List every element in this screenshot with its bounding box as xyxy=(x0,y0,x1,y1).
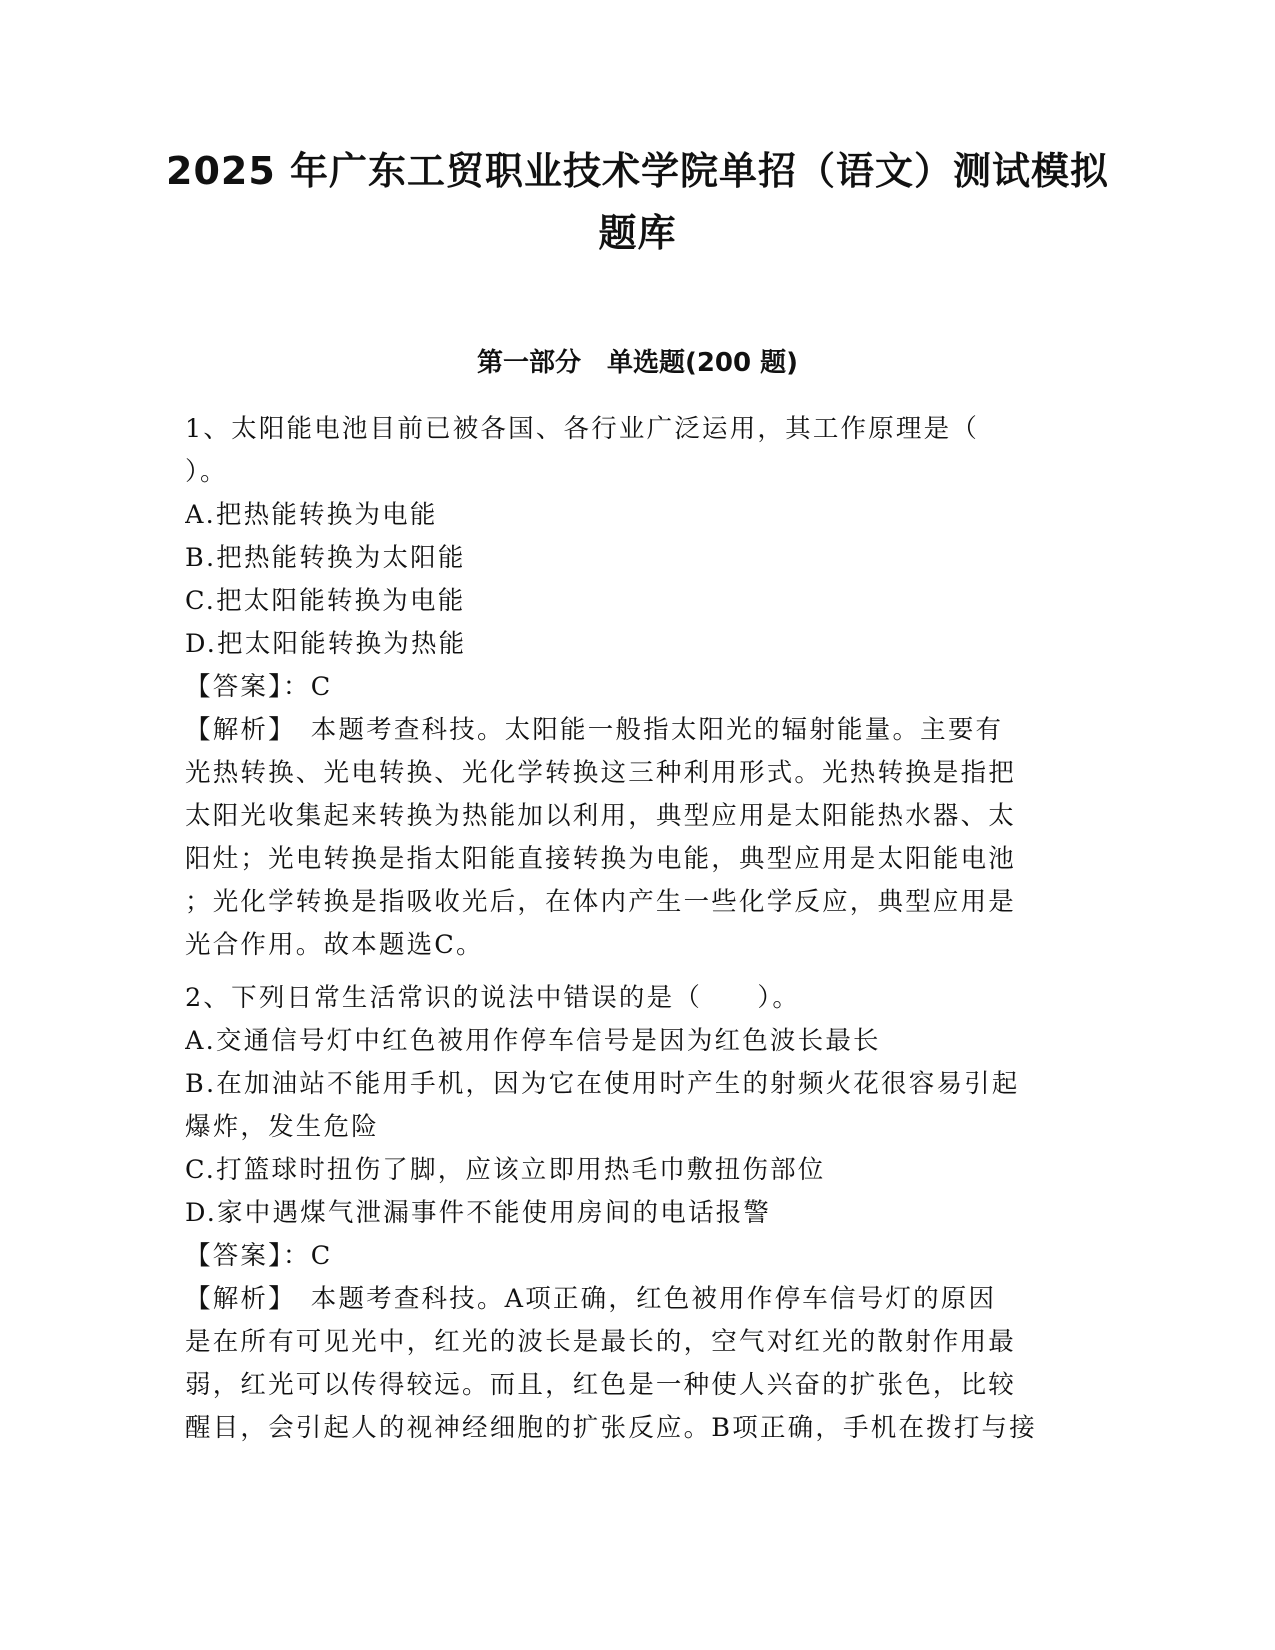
analysis-text: ；光化学转换是指吸收光后，在体内产生一些化学反应，典型应用是 xyxy=(185,887,1017,917)
question-list xyxy=(185,408,1085,1450)
question-stem: 1、太阳能电池目前已被各国、各行业广泛运用，其工作原理是（ xyxy=(185,414,980,444)
document-title xyxy=(150,140,1125,264)
option-b: B.在加油站不能用手机，因为它在使用时产生的射频火花很容易引起 xyxy=(185,1069,1020,1099)
option-c: C.打篮球时扭伤了脚，应该立即用热毛巾敷扭伤部位 xyxy=(185,1155,826,1185)
analysis-text: 弱，红光可以传得较远。而且，红色是一种使人兴奋的扩张色，比较 xyxy=(185,1370,1017,1400)
answer: 【答案】：C xyxy=(185,1241,333,1271)
title-line-1: 2025 年广东工贸职业技术学院单招（语文）测试模拟 xyxy=(166,149,1109,193)
title-line-2: 题库 xyxy=(598,211,677,255)
question-stem: 2、下列日常生活常识的说法中错误的是（ ）。 xyxy=(185,983,801,1013)
question-stem: ）。 xyxy=(185,457,228,487)
analysis-text: 太阳光收集起来转换为热能加以利用，典型应用是太阳能热水器、太 xyxy=(185,801,1017,831)
option-b: 爆炸，发生危险 xyxy=(185,1112,379,1142)
option-a: A.把热能转换为电能 xyxy=(185,500,438,530)
option-a: A.交通信号灯中红色被用作停车信号是因为红色波长最长 xyxy=(185,1026,881,1056)
analysis-text: 是在所有可见光中，红光的波长是最长的，空气对红光的散射作用最 xyxy=(185,1327,1017,1357)
analysis-text: 【解析】 本题考查科技。太阳能一般指太阳光的辐射能量。主要有 xyxy=(185,715,1004,745)
analysis-text: 光热转换、光电转换、光化学转换这三种利用形式。光热转换是指把 xyxy=(185,758,1017,788)
option-d: D.把太阳能转换为热能 xyxy=(185,629,467,659)
section-heading: 第一部分 单选题(200 题) xyxy=(476,348,799,378)
option-b: B.把热能转换为太阳能 xyxy=(185,543,466,573)
question-spacer xyxy=(185,967,1085,977)
answer: 【答案】：C xyxy=(185,672,333,702)
analysis-text: 【解析】 本题考查科技。A项正确，红色被用作停车信号灯的原因 xyxy=(185,1284,997,1314)
analysis-text: 醒目，会引起人的视神经细胞的扩张反应。B项正确，手机在拨打与接 xyxy=(185,1413,1037,1443)
analysis-text: 光合作用。故本题选C。 xyxy=(185,930,484,960)
analysis-text: 阳灶；光电转换是指太阳能直接转换为电能，典型应用是太阳能电池 xyxy=(185,844,1017,874)
option-c: C.把太阳能转换为电能 xyxy=(185,586,466,616)
question-2 xyxy=(185,977,1085,1450)
question-1 xyxy=(185,408,1085,967)
option-d: D.家中遇煤气泄漏事件不能使用房间的电话报警 xyxy=(185,1198,772,1228)
